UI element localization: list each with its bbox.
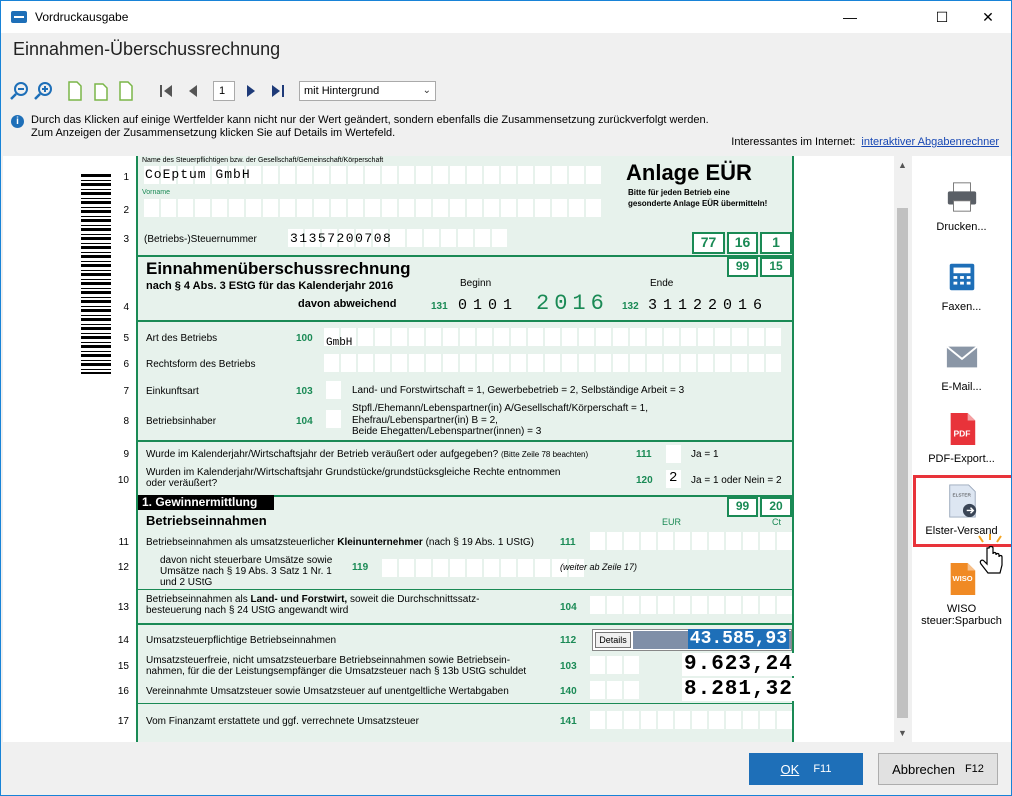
row13-text-b: Land- und Forstwirt, bbox=[250, 594, 348, 605]
kz-120: 120 bbox=[636, 475, 653, 486]
main-heading: Einnahmenüberschussrechnung bbox=[146, 259, 411, 278]
email-label: E-Mail... bbox=[941, 381, 982, 393]
row5-label: Art des Betriebs bbox=[146, 333, 218, 344]
row17-cells[interactable] bbox=[590, 711, 792, 729]
anlage-subtitle-1: Bitte für jeden Betrieb eine bbox=[628, 188, 730, 197]
previous-icon bbox=[187, 83, 199, 99]
steuernummer-label: (Betriebs-)Steuernummer bbox=[144, 234, 257, 245]
svg-text:PDF: PDF bbox=[953, 428, 970, 439]
divider bbox=[138, 703, 792, 704]
email-button[interactable] bbox=[912, 340, 1011, 393]
kz-100: 100 bbox=[296, 333, 313, 344]
row13-label-2: besteuerung nach § 24 UStG angewandt wird bbox=[146, 605, 349, 616]
row11-label bbox=[146, 537, 534, 548]
anlage-subtitle-2: gesonderte Anlage EÜR übermitteln! bbox=[628, 199, 768, 208]
section-1-heading: 1. Gewinnermittlung bbox=[138, 495, 274, 510]
abgabenrechner-link[interactable]: interaktiver Abgabenrechner bbox=[861, 136, 999, 148]
row8-label: Betriebsinhaber bbox=[146, 416, 217, 427]
kz-104-a: 104 bbox=[296, 416, 313, 427]
info-icon: i bbox=[11, 115, 24, 128]
row15-label-2: nahmen, für die der Leistungsempfänger die Umsatzsteuer nach § 13b UStG schuldet bbox=[146, 666, 527, 677]
wiso-label-1: WISO bbox=[946, 603, 977, 615]
row16-cells bbox=[590, 681, 639, 699]
row7-label: Einkunftsart bbox=[146, 386, 199, 397]
page-number-input[interactable]: 1 bbox=[213, 81, 235, 101]
row-number: 6 bbox=[123, 359, 129, 370]
row5-cells bbox=[324, 328, 781, 346]
barcode bbox=[81, 174, 111, 374]
scroll-up-icon[interactable]: ▲ bbox=[898, 160, 907, 170]
divider bbox=[138, 623, 792, 625]
ende-value[interactable]: 31122016 bbox=[648, 297, 769, 314]
steuernummer-value[interactable]: 31357200708 bbox=[290, 231, 393, 246]
row16-value[interactable]: 8.281,32 bbox=[684, 678, 793, 701]
row10-note: Ja = 1 oder Nein = 2 bbox=[691, 475, 782, 486]
row-number: 5 bbox=[123, 333, 129, 344]
row12-label-2: Umsätze nach § 19 Abs. 3 Satz 1 Nr. 1 bbox=[160, 566, 332, 577]
box-99-b: 99 bbox=[727, 497, 758, 517]
vorname-cells bbox=[144, 199, 601, 217]
print-label: Drucken... bbox=[936, 221, 987, 233]
zoom-out-button[interactable] bbox=[9, 81, 29, 101]
divider bbox=[138, 320, 792, 322]
wiso-icon bbox=[945, 562, 979, 596]
document-preview[interactable] bbox=[3, 156, 909, 742]
sub-heading: nach § 4 Abs. 3 EStG für das Kalenderjahr 2016 bbox=[146, 280, 394, 292]
row10-label-1: Wurden im Kalenderjahr/Wirtschaftsjahr Grundstücke/grundstücksgleiche Rechte entnommen bbox=[146, 467, 561, 478]
row6-cells bbox=[324, 354, 781, 372]
single-page-button[interactable] bbox=[67, 81, 83, 101]
kz-131: 131 bbox=[431, 301, 448, 312]
eur-label: EUR bbox=[662, 517, 682, 527]
info-line-2: Zum Anzeigen der Zusammensetzung klicken Sie auf Details im Wertefeld. bbox=[31, 127, 396, 139]
row8-note-1: Stpfl./Ehemann/Lebenspartner(in) A/Gesellschaft/Körperschaft = 1, bbox=[352, 403, 648, 414]
row9-hint: (Bitte Zeile 78 beachten) bbox=[501, 450, 589, 459]
row11-text-a: Betriebseinnahmen als umsatzsteuerlicher bbox=[146, 537, 338, 548]
info-line-1: Durch das Klicken auf einige Wertfelder kann nicht nur der Wert geändert, sondern ebenfalls die Zusammensetzung zurückverfolgt werden. bbox=[31, 114, 709, 126]
last-page-icon bbox=[271, 83, 285, 99]
fax-label: Faxen... bbox=[941, 301, 982, 313]
row-number: 3 bbox=[123, 234, 129, 245]
hand-cursor-icon bbox=[977, 534, 1005, 578]
row-number: 7 bbox=[123, 386, 129, 397]
row-number: 8 bbox=[123, 416, 129, 427]
box-20: 20 bbox=[760, 497, 792, 517]
cancel-shortcut: F12 bbox=[964, 763, 984, 775]
row-number: 11 bbox=[118, 537, 129, 548]
cancel-label: Abbrechen bbox=[892, 761, 955, 777]
row13-text-c: soweit die Durchschnittssatz- bbox=[347, 594, 480, 605]
envelope-icon bbox=[945, 340, 979, 374]
vertical-scrollbar[interactable] bbox=[894, 156, 911, 742]
row12-note: (weiter ab Zeile 17) bbox=[560, 562, 638, 572]
row-number: 2 bbox=[123, 205, 129, 216]
divider bbox=[138, 255, 792, 257]
title-bar bbox=[1, 1, 1011, 33]
row14-field[interactable] bbox=[592, 629, 792, 651]
kz-119: 119 bbox=[352, 562, 369, 573]
box-1: 1 bbox=[760, 232, 792, 254]
row-number: 10 bbox=[117, 475, 129, 486]
row8-note-2: Ehefrau/Lebenspartner(in) B = 2, bbox=[352, 415, 498, 426]
kz-141: 141 bbox=[560, 716, 577, 727]
form-anlage-eur bbox=[136, 156, 794, 742]
row14-label: Umsatzsteuerpflichtige Betriebseinnahmen bbox=[146, 635, 337, 646]
maximize-button[interactable]: ☐ bbox=[935, 8, 949, 25]
internet-link-row bbox=[731, 136, 999, 148]
last-page-button[interactable] bbox=[271, 81, 285, 101]
divider bbox=[138, 589, 792, 590]
row-number: 16 bbox=[117, 686, 129, 697]
close-button[interactable]: ✕ bbox=[982, 8, 994, 25]
beginn-label: Beginn bbox=[460, 278, 492, 289]
svg-text:WISO: WISO bbox=[952, 573, 973, 583]
ok-label: OK bbox=[780, 761, 800, 777]
zoom-in-button[interactable] bbox=[33, 81, 53, 101]
box-15: 15 bbox=[760, 257, 792, 277]
row7-note: Land- und Forstwirtschaft = 1, Gewerbebetrieb = 2, Selbständige Arbeit = 3 bbox=[352, 385, 685, 396]
row15-value[interactable]: 9.623,24 bbox=[684, 653, 793, 676]
kz-111-a: 111 bbox=[636, 449, 652, 460]
fax-icon bbox=[945, 260, 979, 294]
minimize-button[interactable]: — bbox=[843, 9, 857, 25]
row10-label-2: oder veräußert? bbox=[146, 478, 218, 489]
row9-label bbox=[146, 449, 588, 460]
kz-104-b: 104 bbox=[560, 602, 577, 613]
first-page-icon bbox=[159, 83, 173, 99]
pdf-export-button[interactable] bbox=[912, 412, 1011, 465]
row12-label-1: davon nicht steuerbare Umsätze sowie bbox=[160, 555, 333, 566]
print-button[interactable] bbox=[912, 180, 1011, 233]
chevron-down-icon: ⌄ bbox=[422, 85, 431, 96]
row8-cell[interactable] bbox=[326, 410, 341, 428]
two-pages-icon bbox=[93, 81, 111, 101]
pdf-icon bbox=[945, 412, 979, 446]
beginn-value[interactable]: 0101 bbox=[458, 297, 519, 314]
fax-button[interactable] bbox=[912, 260, 1011, 313]
kz-103-b: 103 bbox=[560, 661, 577, 672]
next-page-button[interactable] bbox=[245, 81, 257, 101]
row14-value[interactable]: 43.585,93 bbox=[689, 629, 787, 649]
row9-cell[interactable] bbox=[666, 445, 681, 463]
row9-note: Ja = 1 bbox=[691, 449, 719, 460]
next-icon bbox=[245, 83, 257, 99]
box-16: 16 bbox=[727, 232, 758, 254]
row-number: 17 bbox=[117, 716, 129, 727]
year-value: 2016 bbox=[536, 291, 609, 316]
ok-button[interactable] bbox=[749, 753, 863, 785]
row8-note-3: Beide Ehegatten/Lebenspartner(innen) = 3 bbox=[352, 426, 542, 437]
view-mode-value: mit Hintergrund bbox=[304, 85, 380, 97]
row9-text: Wurde im Kalenderjahr/Wirtschaftsjahr der Betrieb veräußert oder aufgegeben? bbox=[146, 449, 499, 460]
kz-140: 140 bbox=[560, 686, 577, 697]
divider bbox=[138, 440, 792, 442]
row-number: 14 bbox=[117, 635, 129, 646]
name-value[interactable]: CoEptum GmbH bbox=[145, 167, 251, 182]
kz-103-a: 103 bbox=[296, 386, 313, 397]
wiso-label-2: steuer:Sparbuch bbox=[921, 615, 1002, 627]
row6-label: Rechtsform des Betriebs bbox=[146, 359, 256, 370]
scroll-thumb[interactable] bbox=[897, 208, 908, 718]
row-number: 13 bbox=[117, 602, 129, 613]
row15-label-1: Umsatzsteuerfreie, nicht umsatzsteuerbare Betriebseinnahmen sowie Betriebsein- bbox=[146, 655, 511, 666]
row12-label-3: und 2 UStG bbox=[160, 577, 213, 588]
ct-label: Ct bbox=[772, 517, 781, 527]
elster-send-label: Elster-Versand bbox=[925, 525, 998, 537]
cancel-button[interactable] bbox=[878, 753, 998, 785]
printer-icon bbox=[945, 180, 979, 214]
row-number: 12 bbox=[117, 562, 129, 573]
pdf-export-label: PDF-Export... bbox=[928, 453, 995, 465]
zoom-out-icon bbox=[9, 81, 29, 101]
box-99-a: 99 bbox=[727, 257, 758, 277]
row11-text-b: Kleinunternehmer bbox=[337, 537, 423, 548]
row16-label: Vereinnahmte Umsatzsteuer sowie Umsatzsteuer auf unentgeltliche Wertabgaben bbox=[146, 686, 509, 697]
ende-label: Ende bbox=[650, 278, 674, 289]
row12-cells[interactable] bbox=[382, 559, 584, 577]
davon-abweichend-label: davon abweichend bbox=[298, 298, 397, 310]
scroll-down-icon[interactable]: ▼ bbox=[898, 728, 907, 738]
row11-text-c: (nach § 19 Abs. 1 UStG) bbox=[422, 537, 534, 548]
page-width-button[interactable] bbox=[118, 81, 134, 101]
kz-112: 112 bbox=[560, 635, 577, 646]
two-page-button[interactable] bbox=[93, 81, 111, 101]
row-number: 1 bbox=[123, 172, 129, 183]
page-title: Einnahmen-Überschussrechnung bbox=[13, 39, 281, 59]
ok-shortcut: F11 bbox=[813, 763, 832, 775]
row7-cell[interactable] bbox=[326, 381, 341, 399]
kz-132: 132 bbox=[622, 301, 639, 312]
internet-label: Interessantes im Internet: bbox=[731, 136, 856, 148]
name-caption: Name des Steuerpflichtigen bzw. der Gesellschaft/Gemeinschaft/Körperschaft bbox=[142, 157, 384, 164]
row13-label bbox=[146, 594, 479, 605]
window-title: Vordruckausgabe bbox=[35, 10, 129, 24]
row17-label: Vom Finanzamt erstattete und ggf. verrechnete Umsatzsteuer bbox=[146, 716, 419, 727]
row13-text-a: Betriebseinnahmen als bbox=[146, 594, 251, 605]
first-page-button[interactable] bbox=[159, 81, 173, 101]
svg-text:ELSTER: ELSTER bbox=[952, 493, 971, 499]
previous-page-button[interactable] bbox=[187, 81, 199, 101]
row6-value[interactable]: GmbH bbox=[326, 337, 353, 349]
app-icon bbox=[11, 11, 27, 23]
row13-cells[interactable] bbox=[590, 596, 792, 614]
row-number: 4 bbox=[123, 302, 129, 313]
box-77: 77 bbox=[692, 232, 725, 254]
details-button[interactable]: Details bbox=[595, 632, 631, 648]
anlage-title: Anlage EÜR bbox=[626, 160, 752, 185]
view-mode-select[interactable] bbox=[299, 81, 436, 101]
row-number: 15 bbox=[117, 661, 129, 672]
action-sidebar bbox=[912, 156, 1011, 742]
row-number: 9 bbox=[123, 449, 129, 460]
row11-cells[interactable] bbox=[590, 532, 792, 550]
kz-111-b: 111 bbox=[560, 537, 576, 548]
zoom-in-icon bbox=[33, 81, 53, 101]
page-width-icon bbox=[118, 81, 134, 101]
vorname-caption: Vorname bbox=[142, 189, 171, 196]
row10-value[interactable]: 2 bbox=[669, 470, 678, 486]
page-icon bbox=[67, 81, 83, 101]
row15-cells bbox=[590, 656, 639, 674]
betriebseinnahmen-heading: Betriebseinnahmen bbox=[146, 513, 267, 528]
